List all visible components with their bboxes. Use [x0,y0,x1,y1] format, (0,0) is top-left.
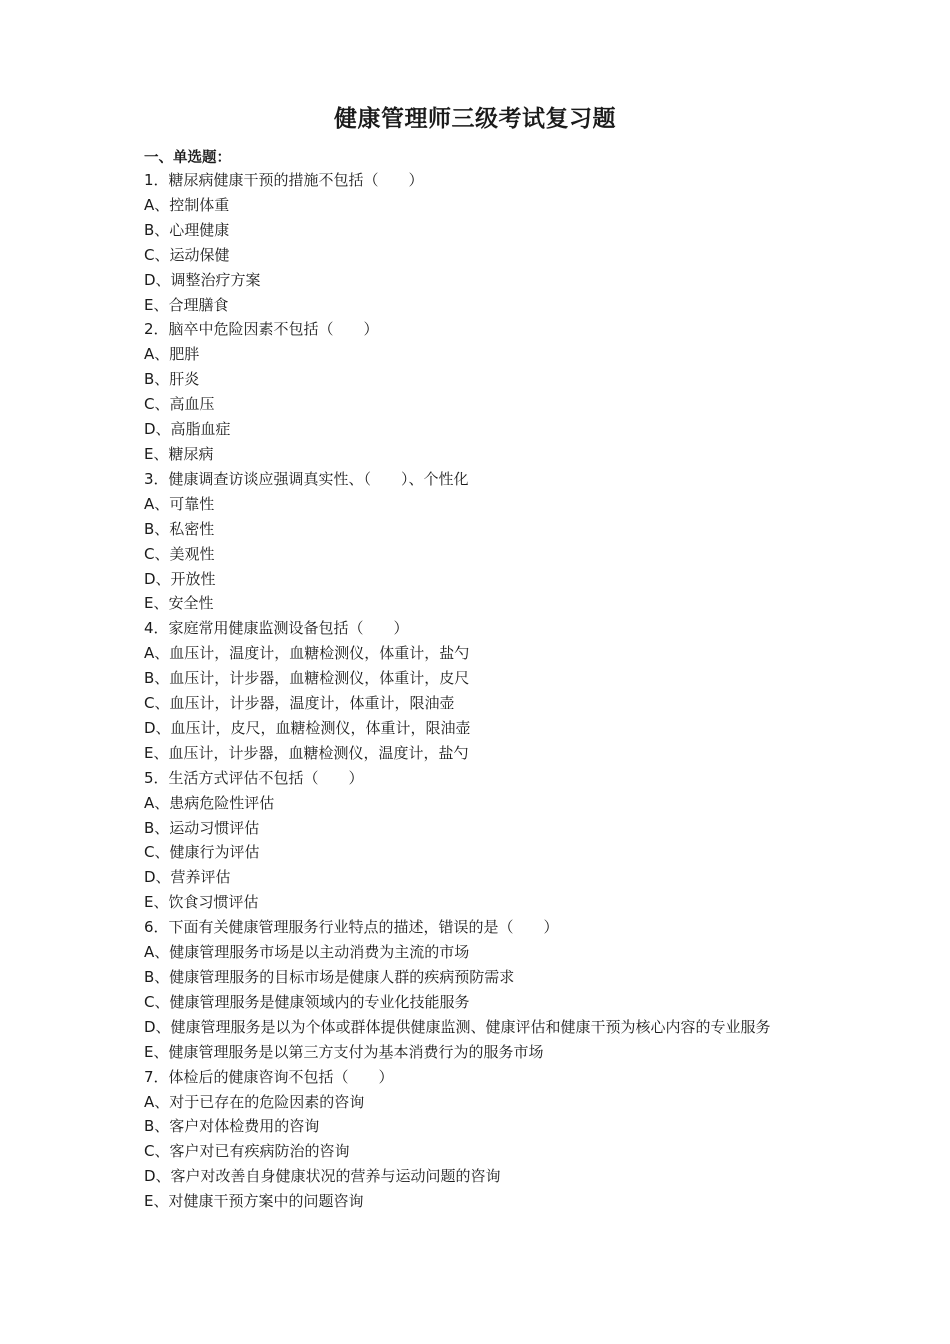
answer-option: B、血压计，计步器，血糖检测仪，体重计，皮尺 [144,669,470,688]
answer-option: D、调整治疗方案 [144,270,261,289]
answer-option: A、患病危险性评估 [144,793,275,812]
answer-option: E、饮食习惯评估 [144,893,259,912]
answer-option: B、客户对体检费用的咨询 [144,1117,320,1136]
question-stem: 7．体检后的健康咨询不包括（ ） [144,1067,394,1086]
answer-option: C、客户对已有疾病防治的咨询 [144,1142,350,1161]
answer-option: B、私密性 [144,519,215,538]
answer-option: E、血压计，计步器，血糖检测仪，温度计，盐勺 [144,743,469,762]
answer-option: D、开放性 [144,569,216,588]
answer-option: B、运动习惯评估 [144,818,260,837]
answer-option: A、健康管理服务市场是以主动消费为主流的市场 [144,943,470,962]
answer-option: C、高血压 [144,395,215,414]
answer-option: E、合理膳食 [144,295,229,314]
question-stem: 4．家庭常用健康监测设备包括（ ） [144,619,409,638]
answer-option: E、糖尿病 [144,444,214,463]
answer-option: B、健康管理服务的目标市场是健康人群的疾病预防需求 [144,968,515,986]
section-heading: 一、单选题： [144,150,231,166]
answer-option: D、营养评估 [144,868,231,887]
answer-option: A、肥胖 [144,345,200,364]
answer-option: C、健康行为评估 [144,843,260,862]
answer-option: E、对健康干预方案中的问题咨询 [144,1192,364,1211]
answer-option: B、心理健康 [144,220,230,239]
answer-option: D、客户对改善自身健康状况的营养与运动问题的咨询 [144,1167,501,1186]
answer-option: E、健康管理服务是以第三方支付为基本消费行为的服务市场 [144,1042,544,1061]
answer-option: C、运动保健 [144,245,230,264]
answer-option: A、血压计，温度计，血糖检测仪，体重计，盐勺 [144,644,470,663]
answer-option: E、安全性 [144,594,214,613]
answer-option: A、控制体重 [144,195,230,214]
question-stem: 5．生活方式评估不包括（ ） [144,768,364,787]
answer-option: C、健康管理服务是健康领域内的专业化技能服务 [144,992,470,1011]
answer-option: D、高脂血症 [144,420,231,439]
answer-option: D、健康管理服务是以为个体或群体提供健康监测、健康评估和健康干预为核心内容的专业服务 [144,1017,771,1036]
answer-option: C、血压计，计步器，温度计，体重计，限油壶 [144,694,455,713]
question-stem: 6．下面有关健康管理服务行业特点的描述，错误的是（ ） [144,918,559,937]
question-list [144,168,814,1214]
question-stem: 2．脑卒中危险因素不包括（ ） [144,320,379,339]
question-stem: 1．糖尿病健康干预的措施不包括（ ） [144,171,424,189]
answer-option: D、血压计，皮尺，血糖检测仪，体重计，限油壶 [144,718,471,737]
answer-option: A、对于已存在的危险因素的咨询 [144,1092,365,1111]
document-title: 健康管理师三级考试复习题 [334,106,616,132]
answer-option: B、肝炎 [144,370,200,389]
answer-option: C、美观性 [144,544,215,563]
answer-option: A、可靠性 [144,494,215,513]
question-stem: 3．健康调查访谈应强调真实性、（ ）、个性化 [144,469,469,488]
